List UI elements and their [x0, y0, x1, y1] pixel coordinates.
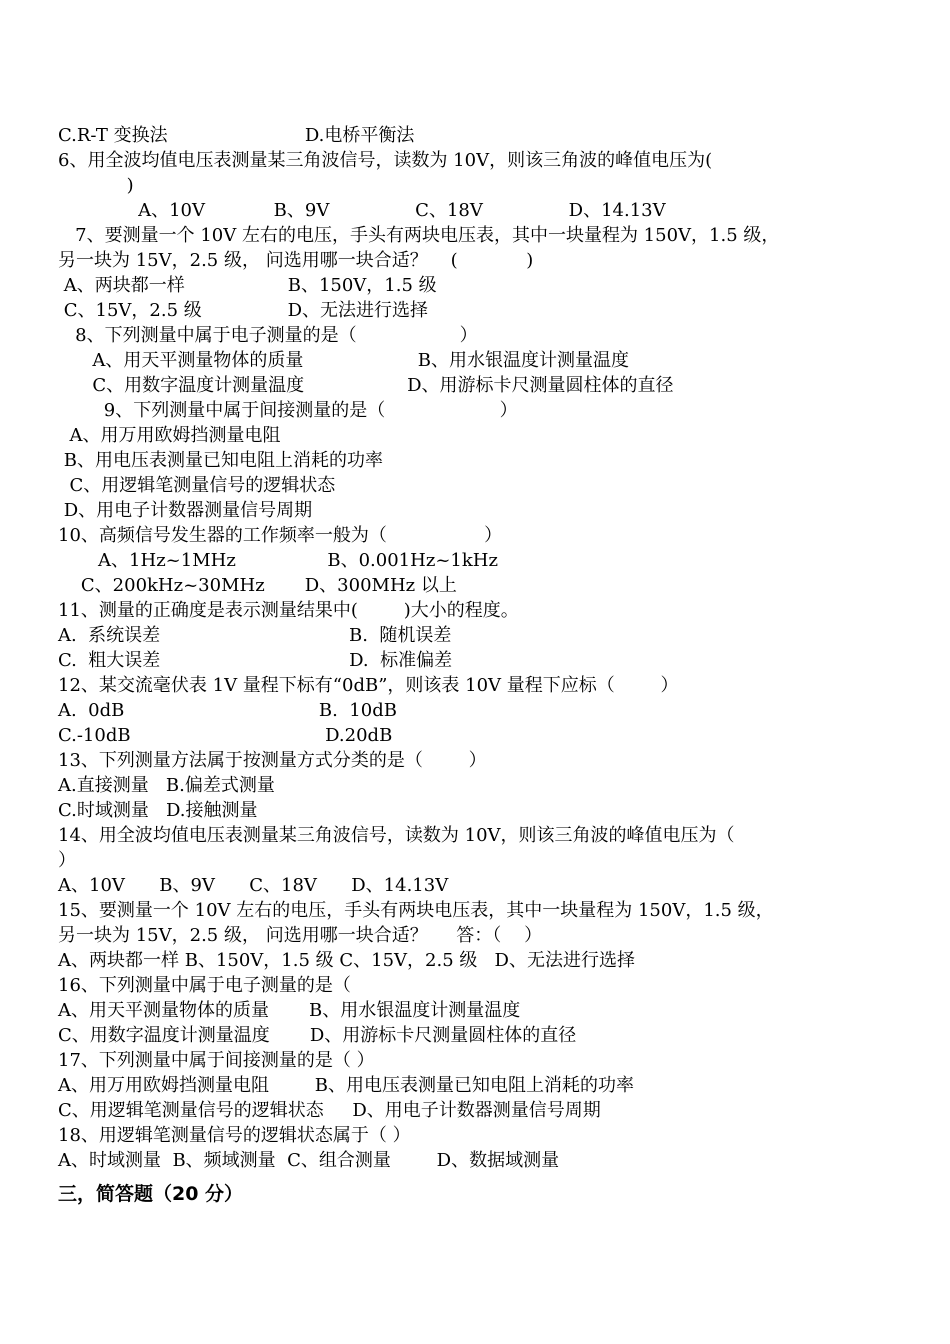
text-line: D、用电子计数器测量信号周期 [58, 500, 313, 521]
text-line: A、两块都一样 B、150V，1.5 级 C、15V，2.5 级 D、无法进行选择 [58, 950, 635, 971]
text-line: 11、测量的正确度是表示测量结果中( )大小的程度。 [58, 600, 519, 621]
text-line: A、用万用欧姆挡测量电阻 B、用电压表测量已知电阻上消耗的功率 [58, 1075, 634, 1096]
text-line: C. 粗大误差 D. 标准偏差 [58, 650, 453, 671]
text-line: A、用万用欧姆挡测量电阻 [58, 425, 281, 446]
text-line: A. 系统误差 B. 随机误差 [58, 625, 452, 646]
text-line: C.R-T 变换法 D.电桥平衡法 [58, 125, 415, 146]
text-line: 9、下列测量中属于间接测量的是（ ） [58, 400, 518, 421]
text-line: C、用逻辑笔测量信号的逻辑状态 [58, 475, 336, 496]
text-line: 另一块为 15V，2.5 级， 问选用哪一块合适？ ( ) [58, 250, 534, 271]
text-line: A、时域测量 B、频域测量 C、组合测量 D、数据域测量 [58, 1150, 560, 1171]
text-line: 7、要测量一个 10V 左右的电压，手头有两块电压表，其中一块量程为 150V，1.5 级， [58, 225, 780, 246]
text-line: 16、下列测量中属于电子测量的是（ [58, 975, 351, 996]
text-line: 15、要测量一个 10V 左右的电压，手头有两块电压表，其中一块量程为 150V，1.5 级， [58, 900, 774, 921]
text-line: C、15V，2.5 级 D、无法进行选择 [58, 300, 429, 321]
text-line: 12、某交流毫伏表 1V 量程下标有“0dB”，则该表 10V 量程下应标（ ） [58, 675, 679, 696]
text-line: 6、用全波均值电压表测量某三角波信号，读数为 10V，则该三角波的峰值电压为( [58, 150, 713, 171]
text-line: A、用天平测量物体的质量 B、用水银温度计测量温度 [58, 350, 629, 371]
text-line: A、用天平测量物体的质量 B、用水银温度计测量温度 [58, 1000, 521, 1021]
text-line: ） [58, 850, 76, 871]
text-line: C、用逻辑笔测量信号的逻辑状态 D、用电子计数器测量信号周期 [58, 1100, 601, 1121]
text-line: A、10V B、9V C、18V D、14.13V [58, 200, 666, 221]
text-line: 13、下列测量方法属于按测量方式分类的是（ ） [58, 750, 487, 771]
section-heading: 三，简答题（20 分） [58, 1183, 244, 1205]
text-line: A、1Hz~1MHz B、0.001Hz~1kHz [58, 550, 498, 571]
text-line: 8、下列测量中属于电子测量的是（ ） [58, 325, 478, 346]
text-line: C、200kHz~30MHz D、300MHz 以上 [58, 575, 457, 596]
text-line: A.直接测量 B.偏差式测量 [58, 775, 275, 796]
text-line: C.时域测量 D.接触测量 [58, 800, 258, 821]
text-line: 17、下列测量中属于间接测量的是（ ） [58, 1050, 375, 1071]
text-line: C.-10dB D.20dB [58, 725, 393, 746]
text-line: ) [58, 175, 134, 196]
text-line: 18、用逻辑笔测量信号的逻辑状态属于（ ） [58, 1125, 411, 1146]
text-line: C、用数字温度计测量温度 D、用游标卡尺测量圆柱体的直径 [58, 1025, 577, 1046]
text-line: 10、高频信号发生器的工作频率一般为（ ） [58, 525, 503, 546]
text-line: A. 0dB B. 10dB [58, 700, 397, 721]
text-line: C、用数字温度计测量温度 D、用游标卡尺测量圆柱体的直径 [58, 375, 674, 396]
text-line: A、10V B、9V C、18V D、14.13V [58, 875, 449, 896]
text-line: 另一块为 15V，2.5 级， 问选用哪一块合适？ 答：（ ） [58, 925, 543, 946]
text-line: B、用电压表测量已知电阻上消耗的功率 [58, 450, 383, 471]
text-line: 14、用全波均值电压表测量某三角波信号，读数为 10V，则该三角波的峰值电压为（ [58, 825, 735, 846]
text-line: A、两块都一样 B、150V，1.5 级 [58, 275, 437, 296]
